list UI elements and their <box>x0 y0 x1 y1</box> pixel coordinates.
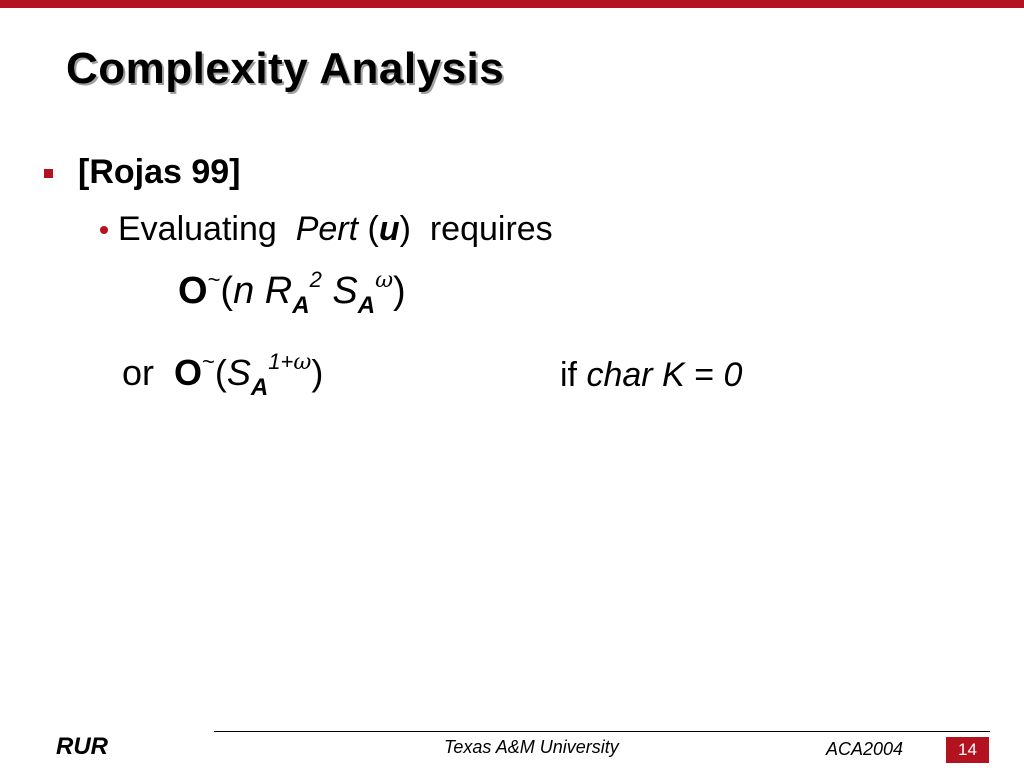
complexity-expression-1: O~(n $R_A^2$ $S_A^\omega$) <box>178 267 406 319</box>
square-bullet-icon <box>44 169 53 178</box>
footer-divider <box>214 731 990 732</box>
condition-text: if char K = 0 <box>560 356 743 394</box>
top-accent-bar <box>0 0 1024 8</box>
bullet-rojas: [Rojas 99] <box>78 152 241 191</box>
requires-text: requires <box>429 210 553 248</box>
u-variable: u <box>378 210 400 248</box>
slide-title: Complexity Analysis <box>66 44 505 93</box>
footer-university: Texas A&M University <box>444 737 619 757</box>
or-text: or <box>122 352 155 393</box>
footer-conference: ACA2004 <box>826 739 904 759</box>
bullet-level2: Evaluating Pert (u) requires <box>100 210 553 249</box>
footer-logo: RUR <box>56 733 108 760</box>
bullet-level1 <box>44 150 241 194</box>
page-number-badge: 14 <box>946 737 989 763</box>
pert-text: Pert <box>295 210 359 248</box>
round-bullet-icon <box>100 226 108 234</box>
complexity-expression-2: or $O^\sim(S_A^{1+\omega})$ <box>122 349 324 401</box>
evaluating-text: Evaluating <box>118 210 277 248</box>
